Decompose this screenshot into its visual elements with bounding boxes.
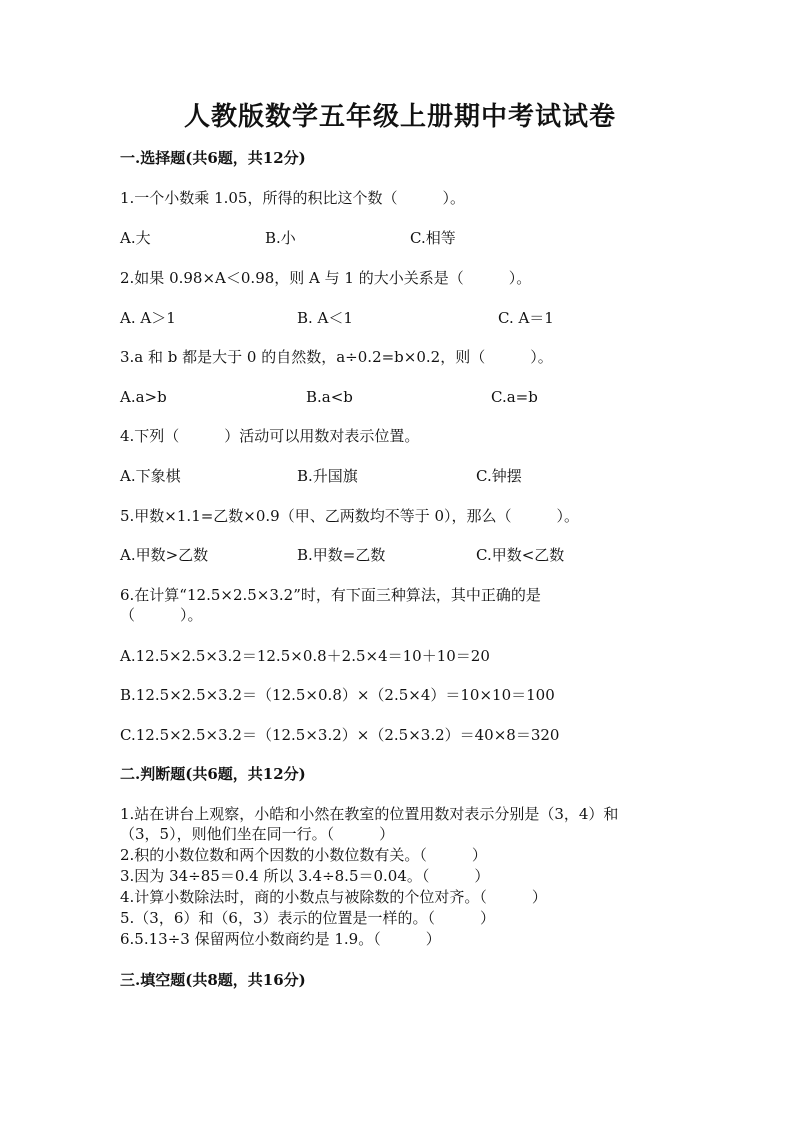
judge-1-line-2: （3，5），则他们坐在同一行。（ ） [120, 825, 395, 843]
q2-option-a: A. A＞1 [120, 309, 176, 327]
q5-option-c: C.甲数<乙数 [476, 546, 565, 564]
question-1: 1.一个小数乘 1.05，所得的积比这个数（ ）。 [120, 189, 465, 207]
q6-option-b: B.12.5×2.5×3.2＝（12.5×0.8）×（2.5×4）＝10×10＝100 [120, 686, 555, 704]
q2-option-c: C. A＝1 [498, 309, 554, 327]
section-heading-fill: 三.填空题(共8题，共16分) [120, 971, 306, 989]
q4-option-c: C.钟摆 [476, 467, 522, 485]
q5-option-a: A.甲数>乙数 [120, 546, 209, 564]
q1-option-a: A.大 [120, 229, 151, 247]
question-6-line-1: 6.在计算“12.5×2.5×3.2”时，有下面三种算法，其中正确的是 [120, 586, 541, 604]
q3-option-c: C.a=b [491, 388, 538, 406]
judge-6: 6.5.13÷3 保留两位小数商约是 1.9。（ ） [120, 930, 441, 948]
q3-option-a: A.a>b [120, 388, 167, 406]
q4-option-a: A.下象棋 [120, 467, 181, 485]
question-5: 5.甲数×1.1=乙数×0.9（甲、乙两数均不等于 0），那么（ ）。 [120, 507, 580, 525]
question-2: 2.如果 0.98×A＜0.98，则 A 与 1 的大小关系是（ ）。 [120, 269, 532, 287]
question-3: 3.a 和 b 都是大于 0 的自然数，a÷0.2=b×0.2，则（ ）。 [120, 348, 553, 366]
judge-3: 3.因为 34÷85＝0.4 所以 3.4÷8.5＝0.04。（ ） [120, 867, 490, 885]
q2-option-b: B. A＜1 [297, 309, 353, 327]
q6-option-c: C.12.5×2.5×3.2＝（12.5×3.2）×（2.5×3.2）＝40×8＝320 [120, 726, 560, 744]
q6-option-a: A.12.5×2.5×3.2＝12.5×0.8＋2.5×4＝10＋10＝20 [120, 647, 490, 665]
q5-option-b: B.甲数=乙数 [297, 546, 386, 564]
section-heading-judge: 二.判断题(共6题，共12分) [120, 765, 306, 783]
judge-4: 4.计算小数除法时，商的小数点与被除数的个位对齐。（ ） [120, 888, 547, 906]
q3-option-b: B.a<b [306, 388, 353, 406]
page-title: 人教版数学五年级上册期中考试试卷 [183, 102, 616, 132]
q4-option-b: B.升国旗 [297, 467, 358, 485]
question-4: 4.下列（ ）活动可以用数对表示位置。 [120, 427, 420, 445]
question-6-line-2: （ ）。 [120, 606, 203, 624]
section-heading-choice: 一.选择题(共6题，共12分) [120, 149, 306, 167]
judge-1-line-1: 1.站在讲台上观察，小皓和小然在教室的位置用数对表示分别是（3，4）和 [120, 805, 619, 823]
q1-option-b: B.小 [265, 229, 296, 247]
judge-5: 5.（3，6）和（6，3）表示的位置是一样的。（ ） [120, 909, 495, 927]
q1-option-c: C.相等 [410, 229, 456, 247]
judge-2: 2.积的小数位数和两个因数的小数位数有关。（ ） [120, 846, 487, 864]
